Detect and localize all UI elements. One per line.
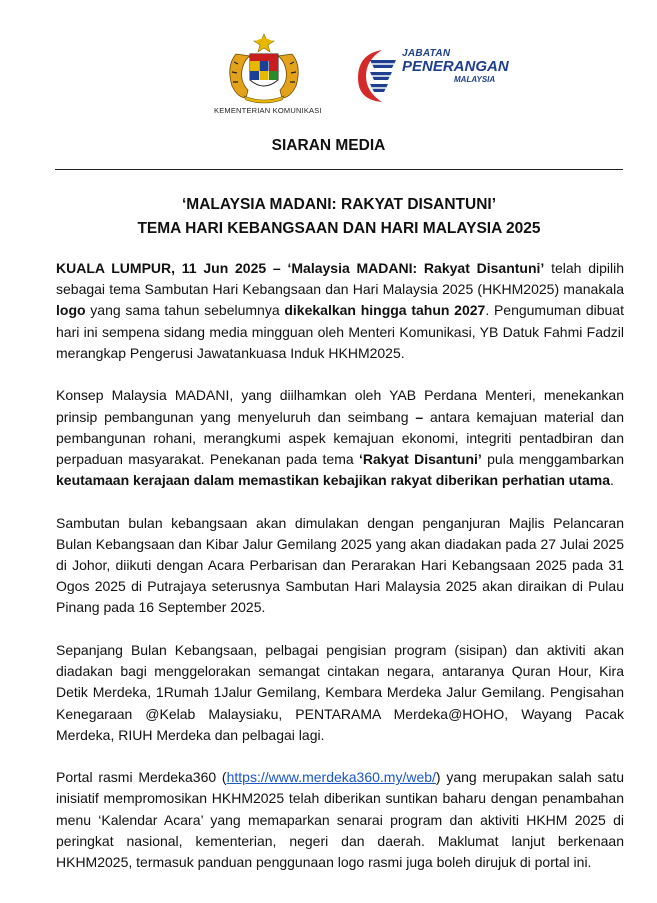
document-label: SIARAN MEDIA [271,137,386,154]
merdeka360-link[interactable]: https://www.merdeka360.my/web/ [226,769,436,786]
header-logos [0,28,657,118]
p1-bold-2: dikekalkan hingga tahun 2027 [284,302,486,319]
p2-text-4: . [610,472,614,489]
p2-text-2: antara kemajuan material dan pembangunan rohani, merangkumi aspek kemajuan ekonomi, integriti pentadbiran dan perpaduan masyarakat. Penekanan pada tema [56,408,624,467]
p1-text-2: yang sama tahun sebelumnya [85,302,285,319]
headline-line-2: TEMA HARI KEBANGSAAN DAN HARI MALAYSIA 2025 [137,220,541,237]
headline [55,193,623,241]
paragraph-2 [56,385,624,491]
paragraph-5 [56,767,624,873]
paragraph-1 [56,258,624,364]
ministry-caption: KEMENTERIAN KOMUNIKASI [214,106,322,115]
jp-line-1: JABATAN [402,48,451,59]
paragraph-3: Sambutan bulan kebangsaan akan dimulakan dengan penganjuran Majlis Pelancaran Bulan Kebangsaan dan Kibar Jalur Gemilang 2025 yang akan diadakan pada 27 Julai 2025 di Johor, diikuti dengan Acara Perbarisan dan Perarakan Hari Kebangsaan 2025 pada 31 Ogos 2025 di Putrajaya seterusnya Sambutan Hari Malaysia 2025 akan diraikan di Pulau Pinang pada 16 September 2025. [56,514,624,616]
p1-text-1: telah dipilih sebagai tema Sambutan Hari Kebangsaan dan Hari Malaysia 2025 (HKHM2025) manakala [56,260,624,298]
p2-bold-1: – [415,408,424,425]
penerangan-logo-icon [352,46,408,106]
p2-text-1: Konsep Malaysia MADANI, yang diilhamkan oleh YAB Perdana Menteri, menekankan prinsip pembangunan yang menyeluruh dan seimbang [56,387,624,425]
penerangan-wordmark [402,48,509,84]
headline-line-1: ‘MALAYSIA MADANI: RAKYAT DISANTUNI’ [181,196,497,213]
p2-bold-2: ‘Rakyat Disantuni’ [358,450,482,467]
p1-bold-1: logo [56,302,86,319]
header-divider [55,169,623,170]
coat-of-arms-icon [222,32,306,106]
p1-text-3: . Pengumuman dibuat hari ini sempena sidang media mingguan oleh Menteri Komunikasi, YB Datuk Fahmi Fadzil merangkap Pengerusi Jawatankuasa Induk HKHM2025. [56,302,624,361]
jp-line-2: PENERANGAN [402,58,509,75]
p5-text-2: ) yang merupakan salah satu inisiatif mempromosikan HKHM2025 telah diberikan suntikan baharu dengan penambahan menu ‘Kalendar Acara’ yang memaparkan senarai program dan aktiviti HKHM 2025 di peringkat nasional, kementerian, negeri dan daerah. Maklumat lanjut berkenaan HKHM2025, termasuk panduan penggunaan logo rasmi juga boleh dirujuk di portal ini. [56,769,624,871]
p2-text-3: pula menggambarkan [481,450,624,467]
p2-bold-3: keutamaan kerajaan dalam memastikan kebajikan rakyat diberikan perhatian utama [56,472,611,489]
dateline-lead: KUALA LUMPUR, 11 Jun 2025 – ‘Malaysia MADANI: Rakyat Disantuni’ [56,260,545,276]
p5-text-1: Portal rasmi Merdeka360 ( [56,769,227,786]
paragraph-4: Sepanjang Bulan Kebangsaan, pelbagai pengisian program (sisipan) dan aktiviti akan diadakan bagi menggelorakan semangat cintakan negara, antaranya Quran Hour, Kira Detik Merdeka, 1Rumah 1Jalur Gemilang, Kembara Merdeka Jalur Gemilang. Pengisahan Kenegaraan @Kelab Malaysiaku, PENTARAMA Merdeka@HOHO, Wayang Pacak Merdeka, RIUH Merdeka dan pelbagai lagi. [56,641,624,743]
document-body [56,258,624,895]
jp-line-3: MALAYSIA [454,75,496,84]
